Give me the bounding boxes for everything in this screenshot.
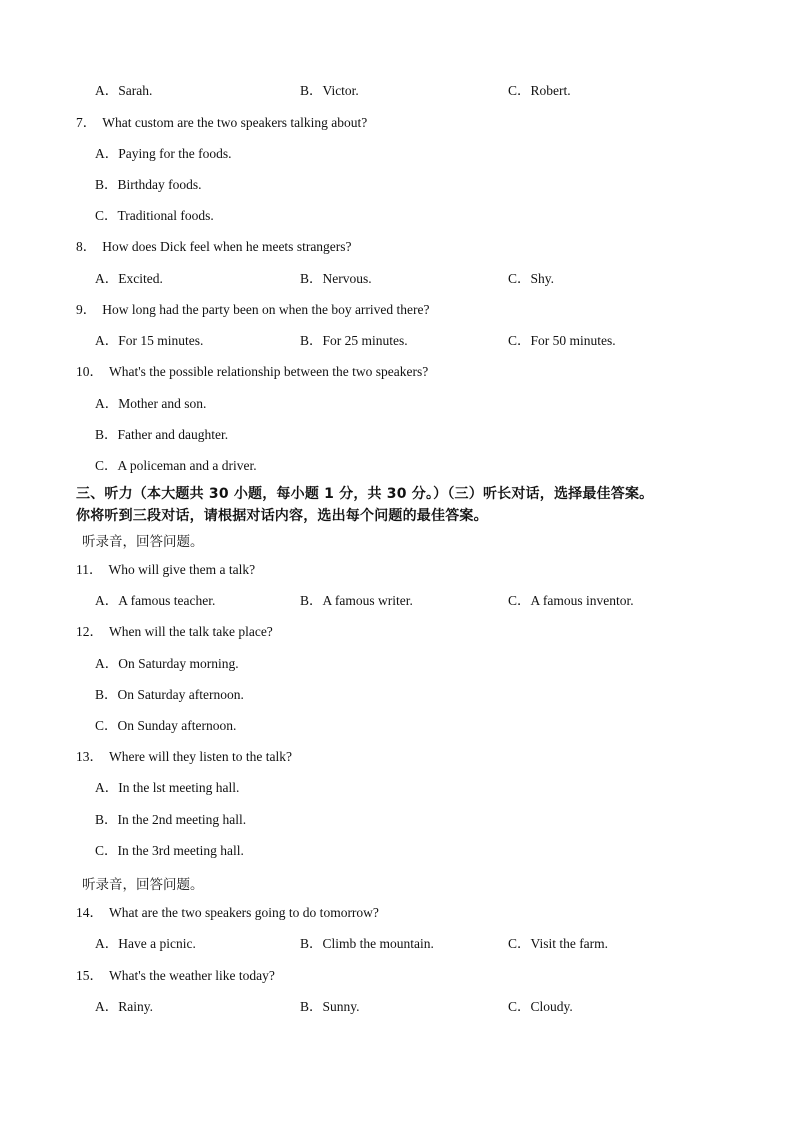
q14-option-c: C．Visit the farm. <box>508 936 609 951</box>
listening-instruction: 听录音，回答问题。 <box>82 534 204 550</box>
question-number: 12． <box>76 624 103 639</box>
question-number: 8． <box>76 239 97 254</box>
question-number: 7． <box>76 115 97 130</box>
question-14 <box>76 905 379 921</box>
q6-option-a: A．Sarah. <box>95 83 153 98</box>
q11-option-a: A．A famous teacher. <box>95 593 216 608</box>
question-text: When will the talk take place? <box>109 624 273 639</box>
q13-option-a: A．In the lst meeting hall. <box>95 780 240 795</box>
q10-option-b: B．Father and daughter. <box>95 427 229 442</box>
question-text: Where will they listen to the talk? <box>109 749 292 764</box>
question-number: 10． <box>76 364 103 379</box>
q9-option-a: A．For 15 minutes. <box>95 333 204 348</box>
question-10 <box>76 364 428 380</box>
question-11 <box>76 562 255 578</box>
q8-option-a: A．Excited. <box>95 271 163 286</box>
question-text: Who will give them a talk? <box>108 562 256 577</box>
question-text: What are the two speakers going to do tomorrow? <box>109 905 379 920</box>
question-text: What custom are the two speakers talking about? <box>102 115 368 130</box>
question-12 <box>76 624 273 640</box>
q8-option-c: C．Shy. <box>508 271 555 286</box>
question-number: 15． <box>76 968 103 983</box>
q6-option-c: C．Robert. <box>508 83 571 98</box>
section-heading-line-1: 三、听力（本大题共 30 小题，每小题 1 分，共 30 分。）（三）听长对话，选择最佳答案。 <box>76 486 654 502</box>
q12-option-a: A．On Saturday morning. <box>95 656 239 671</box>
question-number: 13． <box>76 749 103 764</box>
q6-option-b: B．Victor. <box>300 83 359 98</box>
question-7 <box>76 115 367 131</box>
q12-option-c: C．On Sunday afternoon. <box>95 718 237 733</box>
question-number: 11． <box>76 562 103 577</box>
q13-option-b: B．In the 2nd meeting hall. <box>95 812 247 827</box>
q10-option-c: C．A policeman and a driver. <box>95 458 257 473</box>
listening-instruction: 听录音，回答问题。 <box>82 877 204 893</box>
section-heading-line-2: 你将听到三段对话，请根据对话内容，选出每个问题的最佳答案。 <box>76 508 488 524</box>
q10-option-a: A．Mother and son. <box>95 396 207 411</box>
question-number: 9． <box>76 302 97 317</box>
q9-option-c: C．For 50 minutes. <box>508 333 616 348</box>
q15-option-a: A．Rainy. <box>95 999 153 1014</box>
q11-option-b: B．A famous writer. <box>300 593 413 608</box>
question-15 <box>76 968 275 984</box>
question-number: 14． <box>76 905 103 920</box>
q12-option-b: B．On Saturday afternoon. <box>95 687 244 702</box>
q7-option-c: C．Traditional foods. <box>95 208 214 223</box>
question-text: How long had the party been on when the boy arrived there? <box>102 302 430 317</box>
q14-option-b: B．Climb the mountain. <box>300 936 434 951</box>
question-text: What's the weather like today? <box>109 968 275 983</box>
q15-option-c: C．Cloudy. <box>508 999 573 1014</box>
q7-option-a: A．Paying for the foods. <box>95 146 232 161</box>
question-13 <box>76 749 292 765</box>
q11-option-c: C．A famous inventor. <box>508 593 634 608</box>
question-9 <box>76 302 430 318</box>
q9-option-b: B．For 25 minutes. <box>300 333 408 348</box>
question-8 <box>76 239 352 255</box>
q13-option-c: C．In the 3rd meeting hall. <box>95 843 244 858</box>
q15-option-b: B．Sunny. <box>300 999 360 1014</box>
question-text: How does Dick feel when he meets strangers? <box>102 239 352 254</box>
q14-option-a: A．Have a picnic. <box>95 936 196 951</box>
q8-option-b: B．Nervous. <box>300 271 372 286</box>
question-text: What's the possible relationship between the two speakers? <box>109 364 429 379</box>
q7-option-b: B．Birthday foods. <box>95 177 202 192</box>
